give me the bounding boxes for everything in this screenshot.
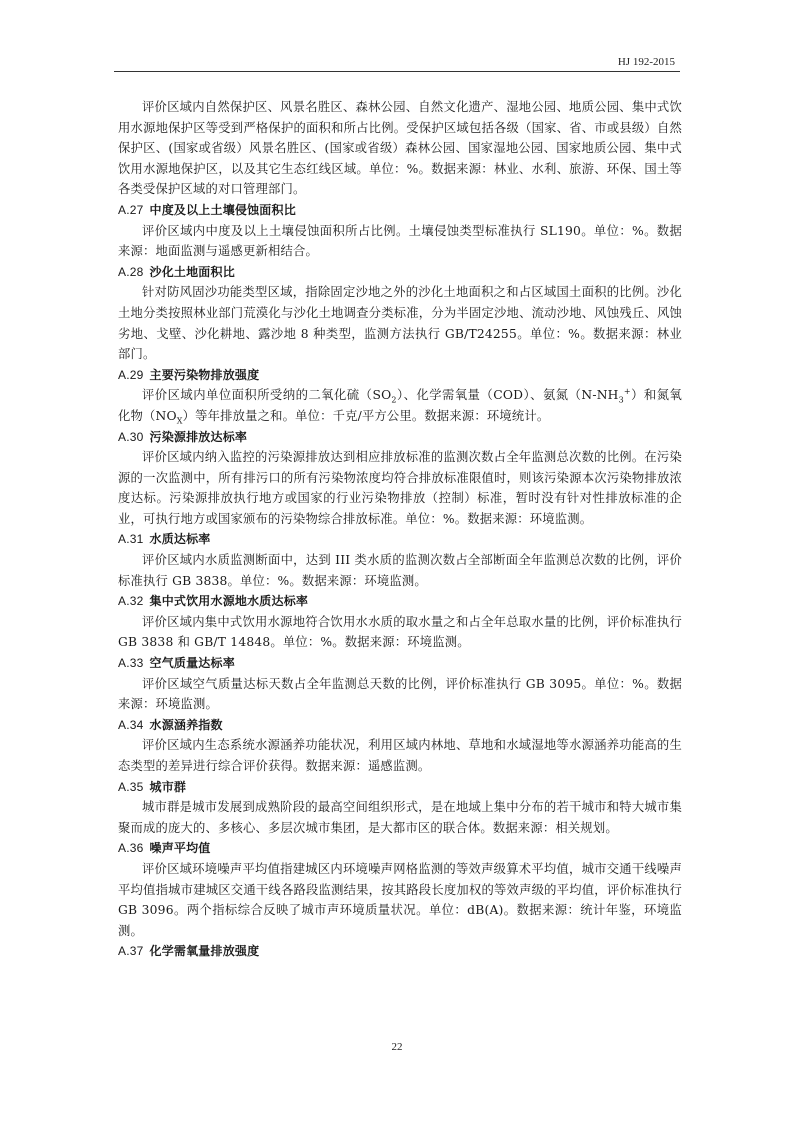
section-title: 集中式饮用水源地水质达标率 xyxy=(149,594,309,609)
header-rule xyxy=(114,71,680,72)
section-title: 空气质量达标率 xyxy=(149,656,235,671)
section-number: A.34 xyxy=(118,717,144,732)
page-number: 22 xyxy=(391,1041,403,1053)
paragraph: 评价区域环境噪声平均值指建城区内环境噪声网格监测的等效声级算术平均值，城市交通干线噪声平均值指城市建城区交通干线各路段监测结果，按其路段长度加权的等效声级的平均值，评价标准执行 GB 3096。两个指标综合反映了城市声环境质量状况。单位：dB(A)。数据来源：统计年鉴，环境监测。 xyxy=(118,861,682,938)
paragraph: 针对防风固沙功能类型区域，指除固定沙地之外的沙化土地面积之和占区域国土面积的比例。沙化土地分类按照林业部门荒漠化与沙化土地调查分类标准，分为半固定沙地、流动沙地、风蚀残丘、风蚀劣地、戈壁、沙化耕地、露沙地 8 种类型，监测方法执行 GB/T24255。单位：%。数据来源：林业部门。 xyxy=(118,285,682,362)
superscript: + xyxy=(623,387,631,397)
text-run: 评价区域内单位面积所受纳的二氧化硫（SO xyxy=(142,388,392,403)
paragraph: 评价区域内中度及以上土壤侵蚀面积所占比例。土壤侵蚀类型标准执行 SL190。单位：%。数据来源：地面监测与遥感更新相结合。 xyxy=(118,223,682,259)
text-run: ）和氮氧化物（NO xyxy=(118,388,682,423)
paragraph: 评价区域内纳入监控的污染源排放达到相应排放标准的监测次数占全年监测总次数的比例。在污染源的一次监测中，所有排污口的所有污染物浓度均符合排放标准限值时，则该污染源本次污染物排放浓度达标。污染源排放执行地方或国家的行业污染物排放（控制）标准，暂时没有针对性排放标准的企业，可执行地方或国家颁布的污染物综合排放标准。单位：%。数据来源：环境监测。 xyxy=(118,450,682,526)
section-number: A.31 xyxy=(118,532,144,547)
section-heading xyxy=(118,715,682,736)
section-heading xyxy=(118,777,682,798)
section-title: 水质达标率 xyxy=(149,532,211,547)
paragraph: 评价区域内集中式饮用水源地符合饮用水水质的取水量之和占全年总取水量的比例，评价标准执行 GB 3838 和 GB/T 14848。单位：%。数据来源：环境监测。 xyxy=(118,614,682,650)
section-number: A.29 xyxy=(118,367,144,382)
section-title: 沙化土地面积比 xyxy=(149,264,235,279)
paragraph: 评价区域内水质监测断面中，达到 III 类水质的监测次数占全部断面全年监测总次数的比例，评价标准执行 GB 3838。单位：%。数据来源：环境监测。 xyxy=(118,553,682,588)
section-heading xyxy=(118,653,682,674)
section-number: A.36 xyxy=(118,841,144,856)
subscript: X xyxy=(176,416,183,426)
paragraph: 评价区域内生态系统水源涵养功能状况，利用区域内林地、草地和水域湿地等水源涵养功能高的生态类型的差异进行综合评价获得。数据来源：遥感监测。 xyxy=(118,738,682,773)
section-number: A.30 xyxy=(118,429,144,444)
subscript: 2 xyxy=(391,395,397,405)
section-title: 水源涵养指数 xyxy=(149,717,223,732)
paragraph: 评价区域空气质量达标天数占全年监测总天数的比例，评价标准执行 GB 3095。单位：%。数据来源：环境监测。 xyxy=(118,676,682,712)
paragraph: 城市群是城市发展到成熟阶段的最高空间组织形式，是在地域上集中分布的若干城市和特大城市集聚而成的庞大的、多核心、多层次城市集团，是大都市区的联合体。数据来源：相关规划。 xyxy=(118,800,682,835)
text-run: ）、化学需氧量（COD）、氨氮（N-NH xyxy=(396,388,619,403)
section-number: A.35 xyxy=(118,779,144,794)
text-run: ）等年排放量之和。单位：千克/平方公里。数据来源：环境统计。 xyxy=(182,408,550,423)
section-number: A.33 xyxy=(118,656,144,671)
section-heading xyxy=(118,262,682,283)
section-heading xyxy=(118,838,682,859)
section-heading xyxy=(118,529,682,550)
section-title: 主要污染物排放强度 xyxy=(149,367,260,382)
page-body xyxy=(118,97,682,962)
section-number: A.28 xyxy=(118,264,144,279)
section-heading xyxy=(118,365,682,386)
section-title: 化学需氧量排放强度 xyxy=(149,944,260,959)
standard-code: HJ 192-2015 xyxy=(617,56,675,68)
section-title: 城市群 xyxy=(149,779,187,794)
paragraph: 评价区域内自然保护区、风景名胜区、森林公园、自然文化遗产、湿地公园、地质公园、集中式饮用水源地保护区等受到严格保护的面积和所占比例。受保护区域包括各级（国家、省、市或县级）自然保护区、(国家或省级）风景名胜区、(国家或省级）森林公园、国家湿地公园、国家地质公园、集中式饮用水源地保护区，以及其它生态红线区域。单位：%。数据来源：林业、水利、旅游、环保、国土等各类受保护区域的对口管理部门。 xyxy=(118,100,682,197)
section-number: A.37 xyxy=(118,944,144,959)
section-heading xyxy=(118,941,682,962)
section-number: A.27 xyxy=(118,202,144,217)
section-heading xyxy=(118,427,682,448)
section-number: A.32 xyxy=(118,594,144,609)
section-title: 噪声平均值 xyxy=(149,841,211,856)
section-heading xyxy=(118,591,682,612)
section-title: 污染源排放达标率 xyxy=(149,429,248,444)
paragraph xyxy=(118,385,682,426)
section-heading xyxy=(118,200,682,221)
subscript: 3 xyxy=(618,395,624,405)
section-title: 中度及以上土壤侵蚀面积比 xyxy=(149,202,296,217)
